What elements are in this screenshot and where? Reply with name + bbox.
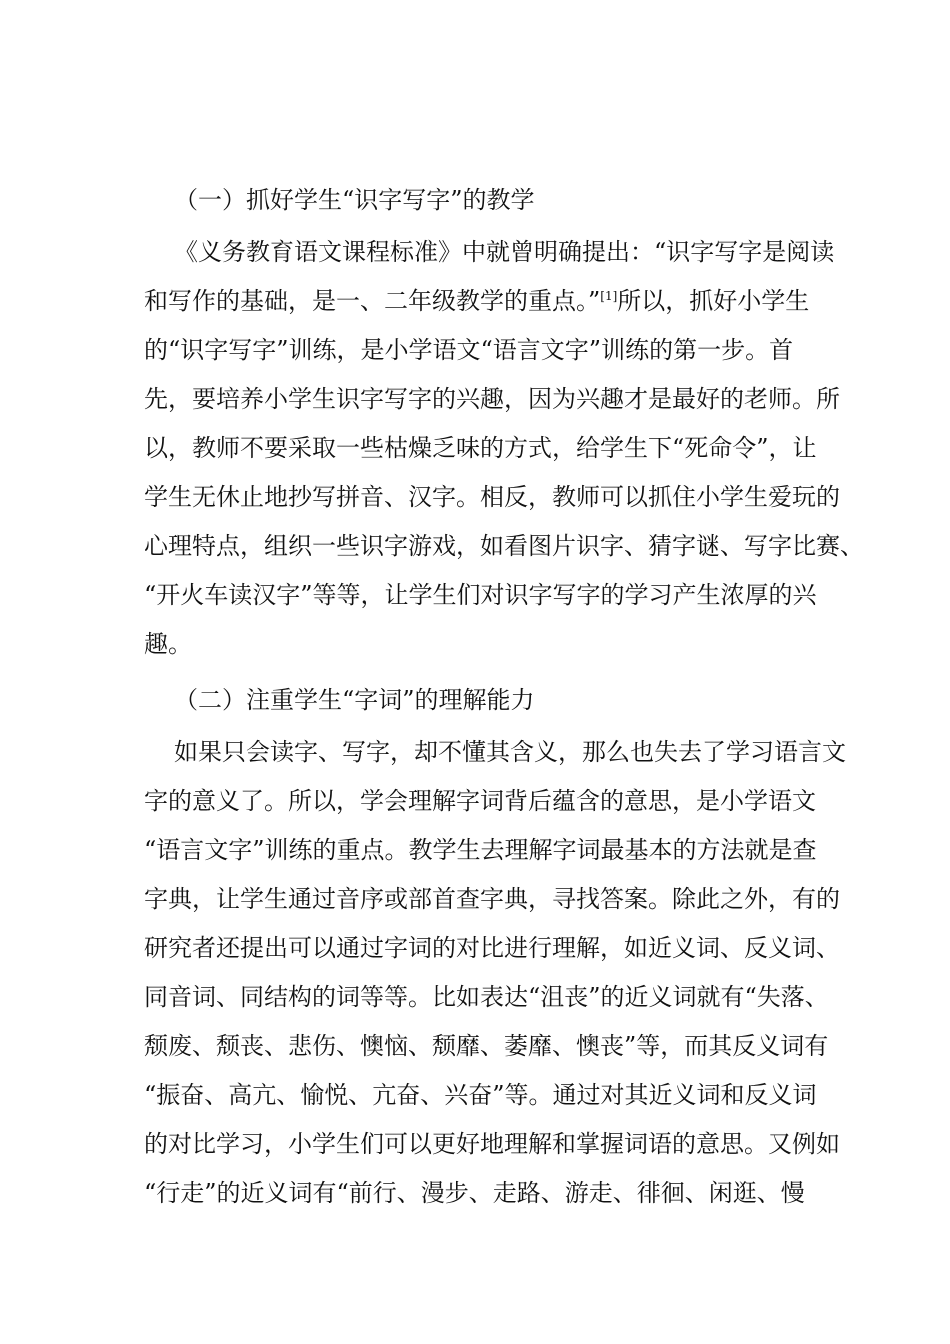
paragraph-line: 学生无休止地抄写拼音、汉字。相反，教师可以抓住小学生爱玩的 xyxy=(144,483,840,511)
paragraph-line xyxy=(144,286,809,316)
paragraph-line: “振奋、高亢、愉悦、亢奋、兴奋”等。通过对其近义词和反义词 xyxy=(144,1081,817,1109)
paragraph-line: 《义务教育语文课程标准》中就曾明确提出：“识字写字是阅读 xyxy=(174,238,835,266)
paragraph-line: 研究者还提出可以通过字词的对比进行理解，如近义词、反义词、 xyxy=(144,934,840,962)
paragraph-line: 同音词、同结构的词等等。比如表达“沮丧”的近义词就有“失落、 xyxy=(144,983,829,1011)
paragraph-line: 的对比学习，小学生们可以更好地理解和掌握词语的意思。又例如 xyxy=(144,1130,840,1158)
paragraph-line: “语言文字”训练的重点。教学生去理解字词最基本的方法就是查 xyxy=(144,836,817,864)
paragraph-line: “行走”的近义词有“前行、漫步、走路、游走、徘徊、闲逛、慢 xyxy=(144,1179,805,1207)
paragraph-line: 心理特点，组织一些识字游戏，如看图片识字、猜字谜、写字比赛、 xyxy=(144,532,864,560)
paragraph-line: 先，要培养小学生识字写字的兴趣，因为兴趣才是最好的老师。所 xyxy=(144,385,840,413)
paragraph-line: 字的意义了。所以，学会理解字词背后蕴含的意思，是小学语文 xyxy=(144,787,816,815)
paragraph-line: 颓废、颓丧、悲伤、懊恼、颓靡、萎靡、懊丧”等，而其反义词有 xyxy=(144,1032,829,1060)
paragraph-line: 以，教师不要采取一些枯燥乏味的方式，给学生下“死命令”，让 xyxy=(144,434,817,462)
paragraph-line: 字典，让学生通过音序或部首查字典，寻找答案。除此之外，有的 xyxy=(144,885,840,913)
paragraph-line: “开火车读汉字”等等，让学生们对识字写字的学习产生浓厚的兴 xyxy=(144,581,817,609)
section-heading: （二）注重学生“字词”的理解能力 xyxy=(174,686,535,714)
paragraph-line: 的“识字写字”训练，是小学语文“语言文字”训练的第一步。首 xyxy=(144,336,794,364)
section-heading: （一）抓好学生“识字写字”的教学 xyxy=(174,186,535,214)
paragraph-line-text: 和写作的基础，是一、二年级教学的重点。” xyxy=(144,287,601,315)
citation-marker: [1] xyxy=(600,289,618,303)
paragraph-line-text: 所以，抓好小学生 xyxy=(617,287,810,315)
paragraph-line: 趣。 xyxy=(144,630,192,658)
paragraph-line: 如果只会读字、写字，却不懂其含义，那么也失去了学习语言文 xyxy=(174,738,846,766)
